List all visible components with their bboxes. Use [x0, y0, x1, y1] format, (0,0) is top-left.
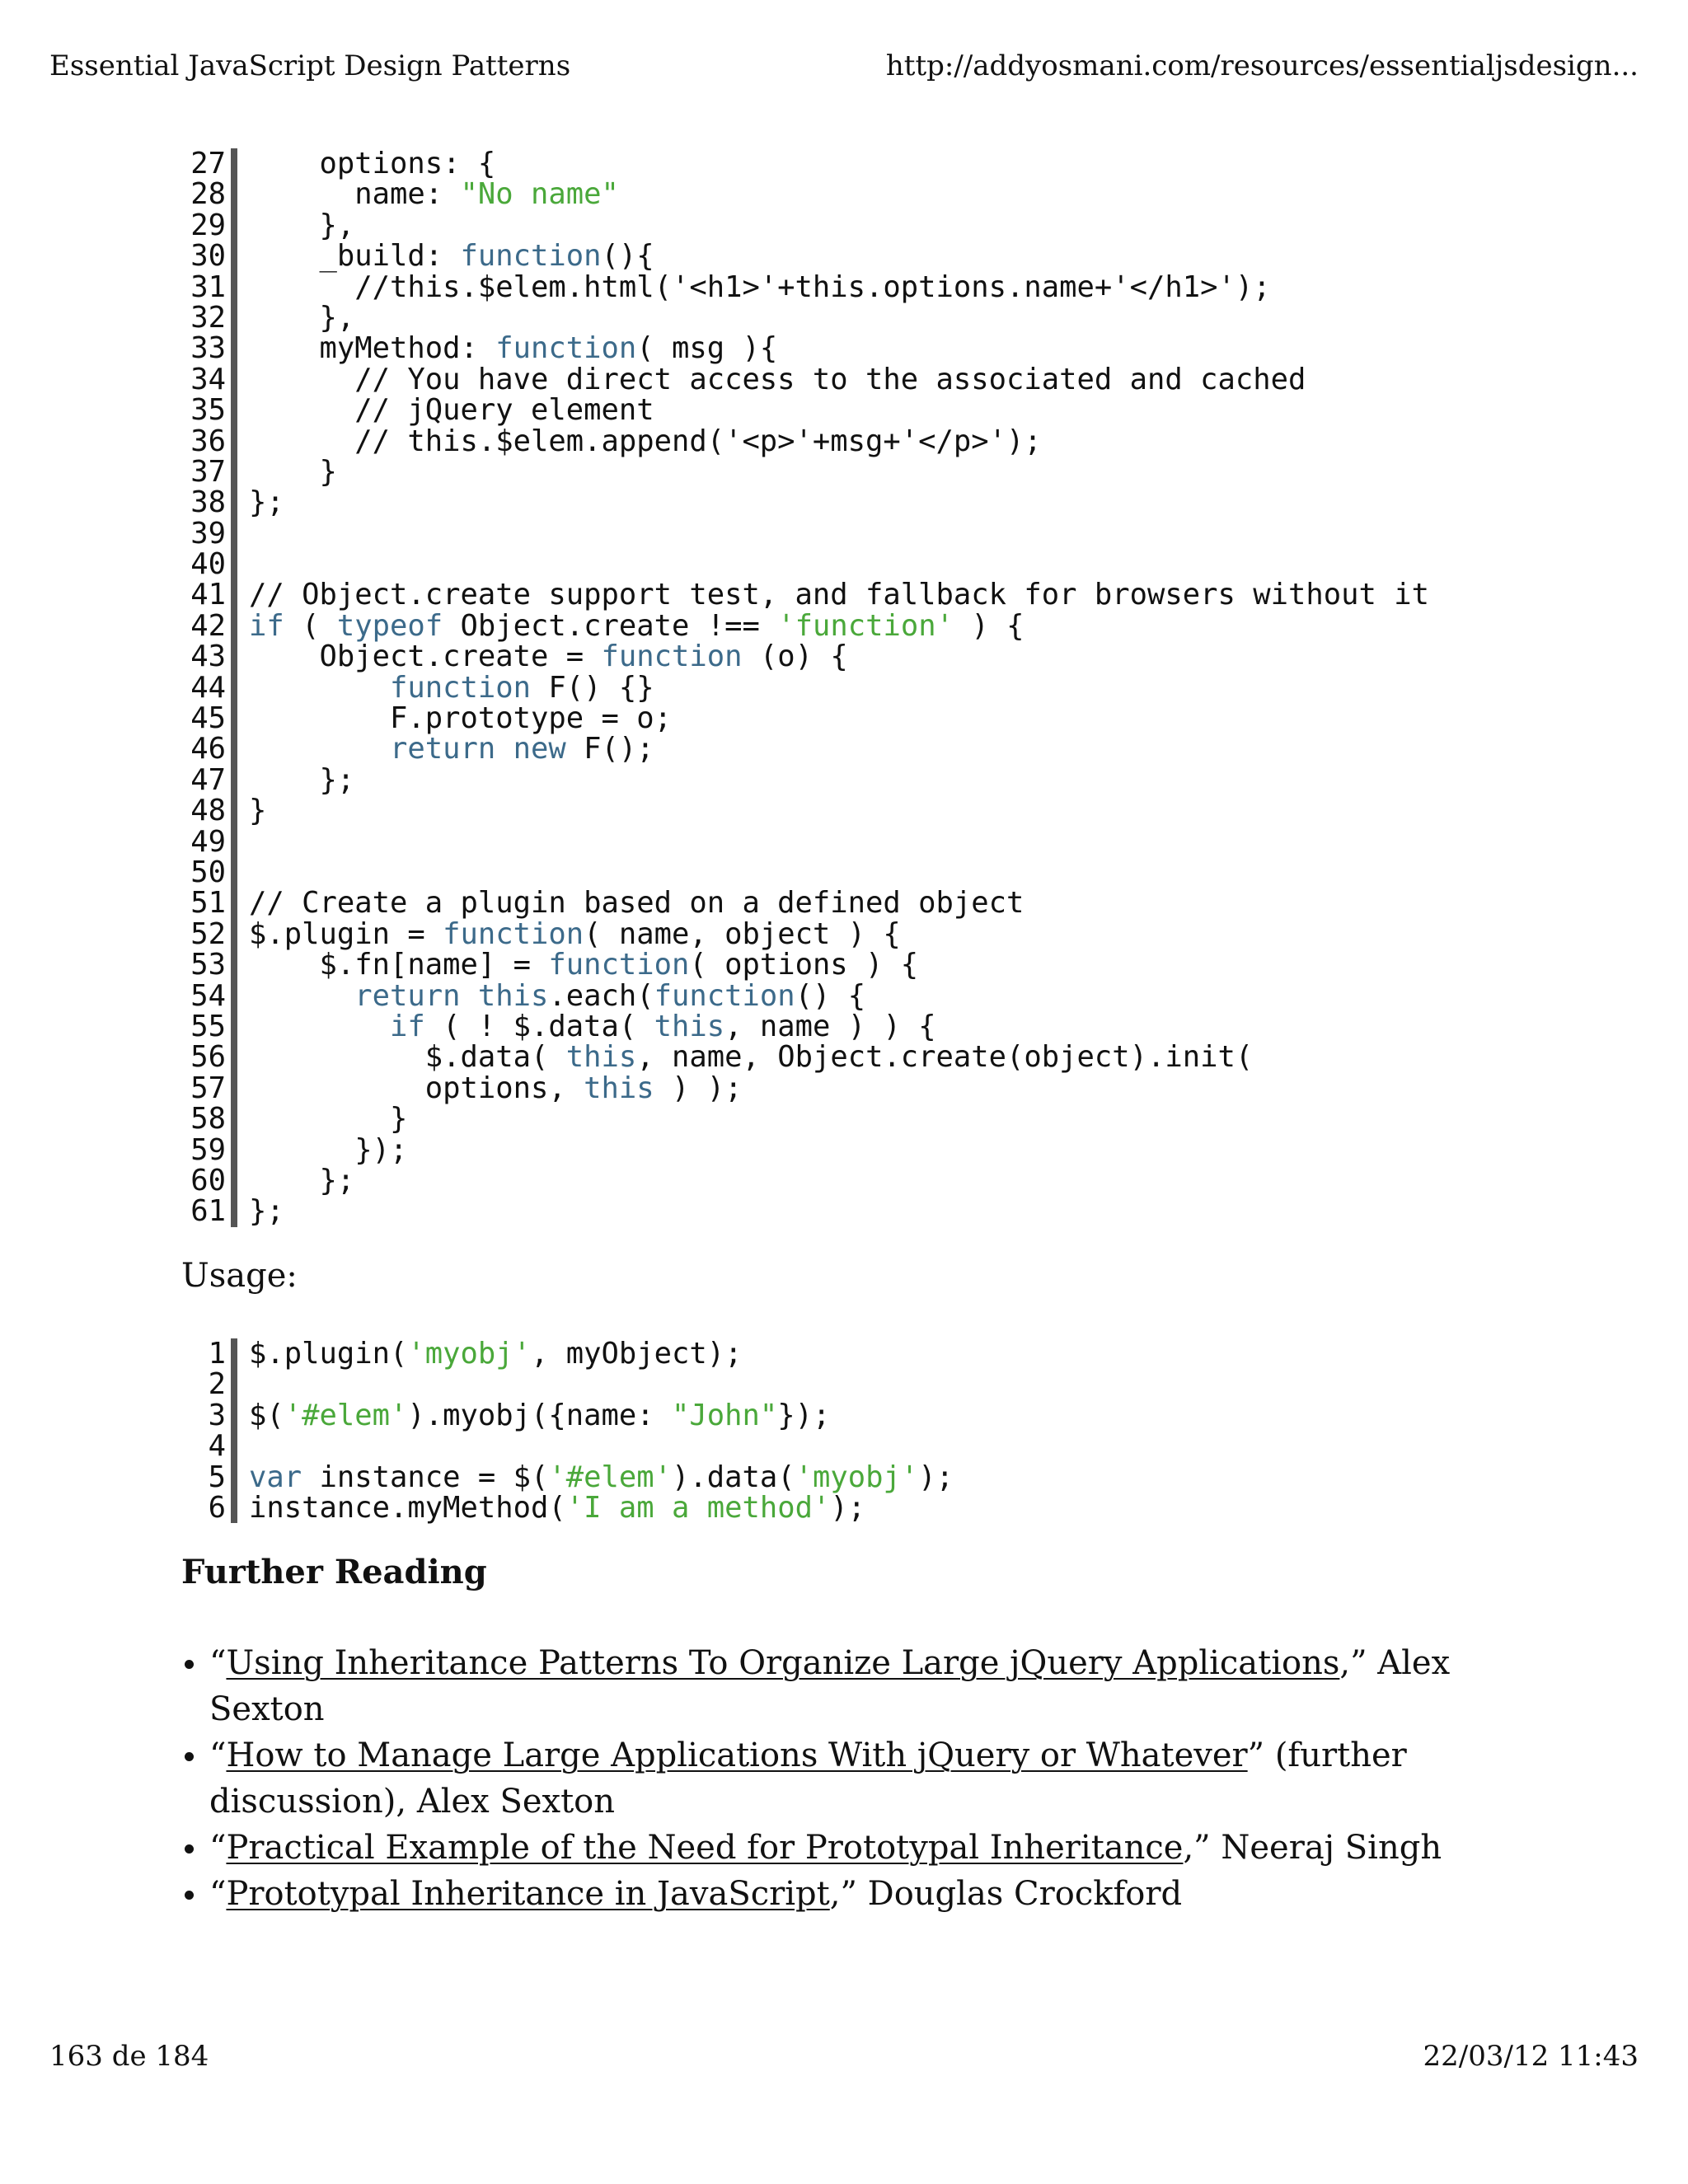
gutter-bar: [231, 549, 237, 579]
code-line: [165, 1194, 1429, 1229]
line-number: 39: [190, 516, 226, 551]
reading-attribution: ,” Neeraj Singh: [1183, 1829, 1442, 1867]
gutter-bar: [231, 179, 237, 209]
code-line: [165, 331, 1429, 366]
code-line: [165, 148, 1429, 179]
line-number: 33: [190, 331, 226, 366]
line-number: 56: [190, 1040, 226, 1075]
code-text: function F() {}: [389, 670, 654, 705]
code-line: [165, 857, 1429, 888]
code-line: [165, 177, 1429, 212]
code-line: [165, 239, 1429, 274]
code-text: }: [249, 1102, 408, 1137]
code-line: [165, 1165, 1429, 1196]
code-text: //this.$elem.html('<h1>'+this.options.name+'</h1>');: [249, 269, 1271, 304]
line-number: 48: [190, 794, 226, 828]
code-listing-usage: [165, 1338, 954, 1523]
gutter-bar: [231, 333, 237, 363]
gutter-bar: [231, 673, 237, 703]
gutter-bar: [231, 919, 237, 949]
code-text: },: [249, 300, 355, 335]
code-listing-plugin: [165, 148, 1429, 1227]
code-text: $.plugin('myobj', myObject);: [249, 1337, 743, 1371]
page-footer-datetime: 22/03/12 11:43: [1423, 2040, 1639, 2073]
code-text: return new F();: [389, 732, 654, 766]
line-number: 61: [190, 1194, 226, 1229]
gutter-bar: [231, 981, 237, 1011]
code-line: [165, 1011, 1429, 1042]
code-text: $.plugin = function( name, object ) {: [249, 916, 901, 951]
code-line: [165, 886, 1429, 921]
line-number: 55: [190, 1009, 226, 1043]
gutter-bar: [231, 579, 237, 610]
code-text: });: [249, 1132, 408, 1167]
code-text: // jQuery element: [249, 393, 654, 428]
reading-attribution: ,” Alex Sexton: [209, 1644, 1451, 1728]
line-number: 44: [190, 670, 226, 705]
code-line: [165, 701, 1429, 736]
code-text: };: [249, 1163, 355, 1197]
line-number: 5: [208, 1460, 226, 1494]
list-item: [209, 1640, 1495, 1732]
code-line: [165, 670, 1429, 705]
page-header-title: Essential JavaScript Design Patterns: [49, 49, 571, 82]
list-item: [209, 1825, 1495, 1871]
code-text: name: "No name": [249, 177, 619, 212]
gutter-bar: [231, 1431, 237, 1461]
gutter-bar: [231, 302, 237, 333]
code-line: [165, 1400, 954, 1431]
list-item: [209, 1871, 1495, 1917]
code-line: [165, 1073, 1429, 1104]
line-number: 54: [190, 978, 226, 1013]
quote-open: “: [209, 1736, 227, 1774]
gutter-bar: [231, 641, 237, 672]
reading-attribution: ” (further discussion), Alex Sexton: [209, 1736, 1407, 1821]
line-number: 36: [190, 424, 226, 458]
gutter-bar: [231, 1493, 237, 1523]
code-line: [165, 824, 1429, 859]
code-line: [165, 426, 1429, 457]
code-line: [165, 302, 1429, 333]
code-line: [165, 364, 1429, 395]
line-number: 49: [190, 824, 226, 859]
list-item: [209, 1732, 1495, 1825]
code-text: };: [249, 762, 355, 797]
gutter-bar: [231, 241, 237, 271]
reading-link[interactable]: Practical Example of the Need for Prototypal Inheritance: [226, 1829, 1184, 1867]
code-line: [165, 1338, 954, 1369]
reading-link[interactable]: How to Manage Large Applications With jQuery or Whatever: [226, 1736, 1248, 1774]
code-text: }: [249, 794, 267, 828]
line-number: 29: [190, 208, 226, 242]
quote-open: “: [209, 1829, 227, 1867]
line-number: 35: [190, 393, 226, 428]
code-text: // Create a plugin based on a defined object: [249, 886, 1025, 921]
gutter-bar: [231, 1073, 237, 1104]
gutter-bar: [231, 457, 237, 487]
line-number: 53: [190, 948, 226, 982]
further-reading-heading: Further Reading: [181, 1553, 487, 1591]
code-text: };: [249, 485, 284, 520]
code-line: [165, 949, 1429, 980]
reading-link[interactable]: Using Inheritance Patterns To Organize Large jQuery Applications: [226, 1644, 1340, 1682]
line-number: 42: [190, 608, 226, 643]
gutter-bar: [231, 857, 237, 888]
code-line: [165, 210, 1429, 241]
line-number: 31: [190, 269, 226, 304]
gutter-bar: [231, 272, 237, 302]
gutter-bar: [231, 827, 237, 857]
line-number: 45: [190, 701, 226, 736]
line-number: 37: [190, 454, 226, 489]
code-line: [165, 1040, 1429, 1075]
gutter-bar: [231, 949, 237, 980]
gutter-bar: [231, 1369, 237, 1399]
gutter-bar: [231, 210, 237, 241]
code-line: [165, 547, 1429, 582]
gutter-bar: [231, 1338, 237, 1369]
line-number: 57: [190, 1071, 226, 1105]
line-number: 4: [208, 1429, 226, 1464]
page-header-url: http://addyosmani.com/resources/essentialjsdesign...: [885, 49, 1639, 82]
quote-open: “: [209, 1875, 227, 1913]
line-number: 46: [190, 732, 226, 766]
further-reading-list: [181, 1640, 1495, 1917]
reading-link[interactable]: Prototypal Inheritance in JavaScript: [226, 1875, 830, 1913]
line-number: 3: [208, 1398, 226, 1432]
gutter-bar: [231, 1104, 237, 1134]
gutter-bar: [231, 1165, 237, 1196]
gutter-bar: [231, 733, 237, 764]
code-line: [165, 487, 1429, 518]
line-number: 34: [190, 362, 226, 396]
gutter-bar: [231, 1400, 237, 1431]
code-text: F.prototype = o;: [249, 701, 672, 736]
code-line: [165, 454, 1429, 489]
code-line: [165, 978, 1429, 1013]
code-text: instance.myMethod('I am a method');: [249, 1490, 866, 1525]
line-number: 59: [190, 1132, 226, 1167]
code-text: Object.create = function (o) {: [249, 640, 848, 674]
code-line: [165, 518, 1429, 549]
code-text: var instance = $('#elem').data('myobj');: [249, 1460, 954, 1494]
code-text: $.data( this, name, Object.create(object).init(: [249, 1040, 1254, 1075]
code-line: [165, 641, 1429, 672]
gutter-bar: [231, 703, 237, 733]
code-line: [165, 1132, 1429, 1167]
gutter-bar: [231, 1196, 237, 1226]
gutter-bar: [231, 487, 237, 518]
code-text: if ( ! $.data( this, name ) ) {: [389, 1009, 936, 1043]
code-line: [165, 1367, 954, 1402]
gutter-bar: [231, 364, 237, 395]
gutter-bar: [231, 1462, 237, 1493]
gutter-bar: [231, 426, 237, 457]
line-number: 40: [190, 547, 226, 582]
line-number: 52: [190, 916, 226, 951]
line-number: 28: [190, 177, 226, 212]
code-line: [165, 608, 1429, 643]
code-text: $.fn[name] = function( options ) {: [249, 948, 919, 982]
code-text: // this.$elem.append('<p>'+msg+'</p>');: [249, 424, 1042, 458]
line-number: 2: [208, 1367, 226, 1402]
line-number: 41: [190, 578, 226, 612]
line-number: 27: [190, 147, 226, 180]
code-line: [165, 1429, 954, 1464]
line-number: 47: [190, 762, 226, 797]
gutter-bar: [231, 888, 237, 918]
page-footer-count: 163 de 184: [49, 2040, 209, 2073]
code-text: $('#elem').myobj({name: "John"});: [249, 1398, 831, 1432]
code-line: [165, 393, 1429, 428]
line-number: 50: [190, 855, 226, 889]
code-text: },: [249, 208, 355, 242]
gutter-bar: [231, 148, 237, 179]
code-line: [165, 916, 1429, 951]
code-text: _build: function(){: [249, 239, 654, 274]
code-line: [165, 795, 1429, 826]
line-number: 58: [190, 1102, 226, 1137]
gutter-bar: [231, 795, 237, 826]
gutter-bar: [231, 1042, 237, 1072]
code-line: [165, 579, 1429, 610]
gutter-bar: [231, 611, 237, 641]
code-text: // You have direct access to the associated and cached: [249, 362, 1306, 396]
code-text: if ( typeof Object.create !== 'function' ) {: [249, 608, 1025, 643]
code-text: // Object.create support test, and fallback for browsers without it: [249, 578, 1429, 612]
line-number: 51: [190, 886, 226, 921]
code-line: [165, 733, 1429, 764]
line-number: 6: [208, 1490, 226, 1525]
line-number: 43: [190, 640, 226, 674]
code-text: options: {: [249, 147, 496, 180]
code-line: [165, 762, 1429, 797]
code-line: [165, 1102, 1429, 1137]
code-text: return this.each(function() {: [354, 978, 866, 1013]
code-text: };: [249, 1194, 284, 1229]
code-text: options, this ) );: [249, 1071, 743, 1105]
gutter-bar: [231, 518, 237, 549]
quote-open: “: [209, 1644, 227, 1682]
line-number: 60: [190, 1163, 226, 1197]
gutter-bar: [231, 1135, 237, 1165]
code-line: [165, 1462, 954, 1493]
code-line: [165, 269, 1429, 304]
usage-label: Usage:: [181, 1257, 298, 1295]
line-number: 38: [190, 485, 226, 520]
code-text: myMethod: function( msg ){: [249, 331, 778, 366]
line-number: 1: [208, 1337, 226, 1371]
gutter-bar: [231, 1011, 237, 1042]
code-text: }: [249, 454, 337, 489]
code-line: [165, 1490, 954, 1525]
line-number: 30: [190, 239, 226, 274]
gutter-bar: [231, 765, 237, 795]
reading-attribution: ,” Douglas Crockford: [829, 1875, 1183, 1913]
gutter-bar: [231, 395, 237, 425]
line-number: 32: [190, 300, 226, 335]
